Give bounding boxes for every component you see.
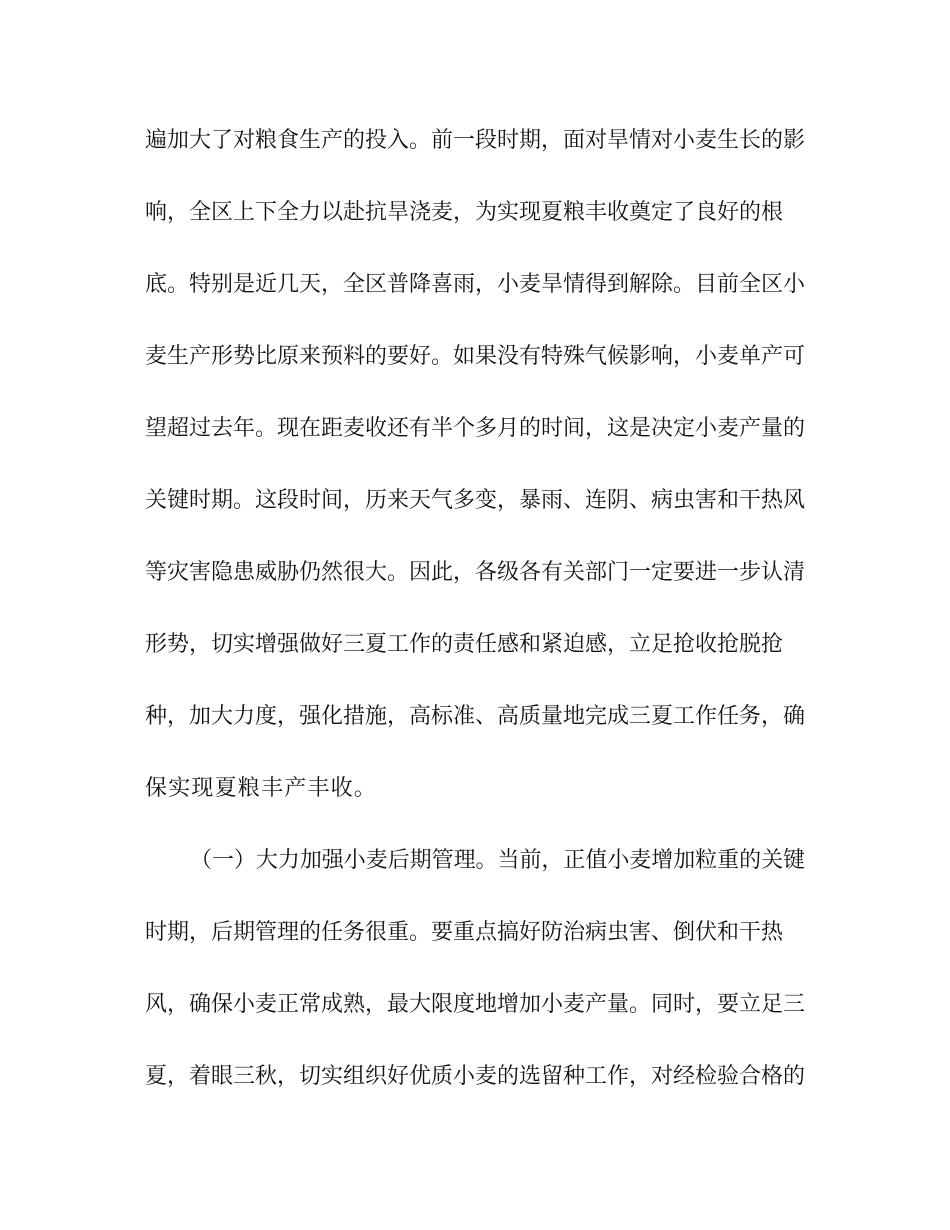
text-line: 保实现夏粮丰产丰收。 bbox=[145, 776, 378, 801]
text-line: 时期，后期管理的任务很重。要重点搞好防治病虫害、倒伏和干热 bbox=[145, 920, 784, 945]
text-line: 关键时期。这段时间，历来天气多变，暴雨、连阴、病虫害和干热风 bbox=[145, 488, 806, 513]
text-line: 风，确保小麦正常成熟，最大限度地增加小麦产量。同时，要立足三 bbox=[145, 992, 806, 1017]
text-line: 麦生产形势比原来预料的要好。如果没有特殊气候影响，小麦单产可 bbox=[145, 344, 806, 369]
text-line: 等灾害隐患威胁仍然很大。因此，各级各有关部门一定要进一步认清 bbox=[145, 560, 806, 585]
text-line: 响，全区上下全力以赴抗旱浇麦，为实现夏粮丰收奠定了良好的根 bbox=[145, 200, 784, 225]
text-line: 遍加大了对粮食生产的投入。前一段时期，面对旱情对小麦生长的影 bbox=[145, 128, 806, 153]
text-line: 形势，切实增强做好三夏工作的责任感和紧迫感，立足抢收抢脱抢 bbox=[145, 632, 784, 657]
paragraph-heading-line: （一）大力加强小麦后期管理。当前，正值小麦增加粒重的关键 bbox=[190, 848, 806, 873]
text-line: 种，加大力度，强化措施，高标准、高质量地完成三夏工作任务，确 bbox=[145, 704, 806, 729]
text-line: 底。特别是近几天，全区普降喜雨，小麦旱情得到解除。目前全区小 bbox=[145, 272, 806, 297]
text-line: 夏，着眼三秋，切实组织好优质小麦的选留种工作，对经检验合格的 bbox=[145, 1064, 806, 1089]
text-line: 望超过去年。现在距麦收还有半个多月的时间，这是决定小麦产量的 bbox=[145, 416, 806, 441]
